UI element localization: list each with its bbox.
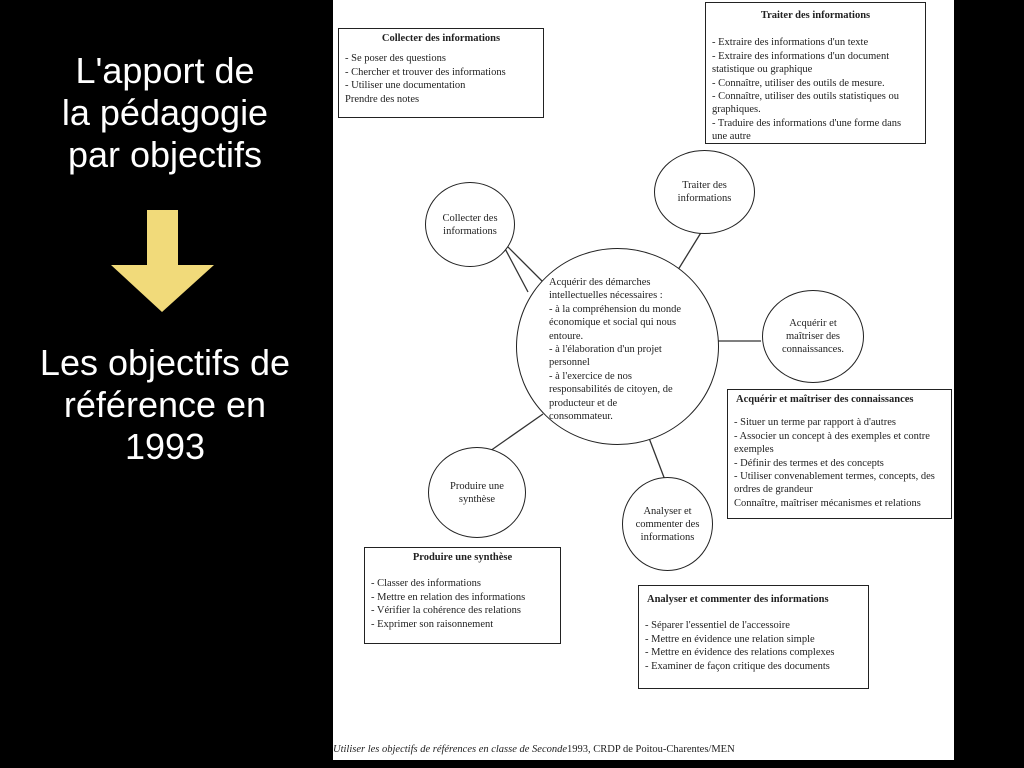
box-title: Analyser et commenter des informations [647,594,829,605]
text-line: - Connaître, utiliser des outils statistiques ou [712,91,899,103]
text-line: - Chercher et trouver des informations [345,66,506,78]
caption-italic: Utiliser les objectifs de références en classe de Seconde [333,744,568,755]
node-label [678,179,732,205]
text-line: Acquérir et [789,318,837,329]
box-items [345,52,537,106]
title-line: 1993 [124,426,206,467]
text-line: personnel [549,357,590,369]
slide-title-top [0,50,330,176]
node-traiter [654,150,755,234]
text-line: Produire une [450,480,504,492]
text-line: statistique ou graphique [712,64,813,76]
text-line: - à l'exercice de nos [549,370,632,382]
caption-rest: 1993, CRDP de Poitou-Charentes/MEN [567,744,735,755]
center-text [549,276,681,423]
title-line: référence en [63,384,267,425]
text-line: - Mettre en évidence une relation simple [645,633,815,645]
text-line: - Utiliser une documentation [345,80,466,92]
text-line: informations [640,531,695,543]
diagram-document [333,0,954,760]
text-line: - Extraire des informations d'un texte [712,37,869,49]
text-line: - Définir des termes et des concepts [734,457,884,469]
text-line: Connaître, maîtriser mécanismes et relations [734,497,921,509]
box-items [645,619,862,673]
text-line: commenter des [635,518,700,530]
box-items [371,577,554,631]
box-items [734,416,945,510]
text-line: consommateur. [549,411,613,423]
down-arrow-icon [110,210,215,315]
text-line: - Se poser des questions [345,53,446,65]
box-collecter [338,28,544,118]
box-title: Collecter des informations [381,33,501,44]
text-line: - Associer un concept à des exemples et contre [734,430,930,442]
box-traiter [705,2,926,144]
text-line: Traiter des [682,180,727,191]
text-line: - Exprimer son raisonnement [371,618,494,630]
text-line: - Examiner de façon critique des documents [645,660,830,672]
text-line: - Classer des informations [371,578,481,590]
text-line: producteur et de [549,397,618,409]
text-line: - Vérifier la cohérence des relations [371,605,521,617]
node-label [636,505,700,544]
text-line: connaissances. [781,344,845,355]
text-line: - Séparer l'essentiel de l'accessoire [645,620,790,632]
text-line: Acquérir des démarches [549,277,651,288]
text-line: responsabilités de citoyen, de [549,384,673,396]
node-analyser [622,477,713,571]
node-label [782,317,844,356]
source-caption [333,744,735,755]
text-line: économique et social qui nous [549,317,677,329]
text-line: une autre [712,131,751,143]
text-line: informations [443,225,497,237]
text-line: - à la compréhension du monde [549,303,682,315]
text-line: - Mettre en évidence des relations complexes [645,647,835,659]
node-produire [428,447,526,538]
node-center [516,248,719,445]
text-line: exemples [734,444,774,456]
text-line: graphiques. [712,104,761,116]
title-line: la pédagogie [61,92,269,133]
text-line: - Utiliser convenablement termes, concepts, des [734,471,935,483]
title-line: L'apport de [75,50,255,91]
slide-title-bottom [0,342,330,468]
text-line: Analyser et [643,505,692,517]
text-line: Collecter des [442,212,498,224]
text-line: - à l'élaboration d'un projet [549,344,662,356]
text-line: informations [677,193,732,204]
title-line: par objectifs [67,134,263,175]
box-analyser [638,585,869,689]
box-acquerir [727,389,952,519]
box-title: Traiter des informations [760,10,871,21]
text-line: ordres de grandeur [734,484,813,496]
text-line: - Situer un terme par rapport à d'autres [734,417,896,429]
node-label [450,480,504,506]
text-line: maîtriser des [786,331,840,342]
text-line: synthèse [458,493,496,505]
text-line: - Extraire des informations d'un document [712,50,890,62]
node-label [442,212,497,238]
box-title: Produire une synthèse [412,552,513,563]
text-line: - Connaître, utiliser des outils de mesure. [712,77,885,89]
text-line: - Mettre en relation des informations [371,591,526,603]
box-title: Acquérir et maîtriser des connaissances [736,394,914,405]
text-line: intellectuelles nécessaires : [549,290,663,302]
text-line: Prendre des notes [345,93,420,105]
box-produire [364,547,561,644]
box-items [712,36,919,143]
text-line: entoure. [549,330,584,342]
text-line: - Traduire des informations d'une forme dans [712,117,902,129]
node-collecter [425,182,515,267]
node-acquerir [762,290,864,383]
title-line: Les objectifs de [39,342,291,383]
